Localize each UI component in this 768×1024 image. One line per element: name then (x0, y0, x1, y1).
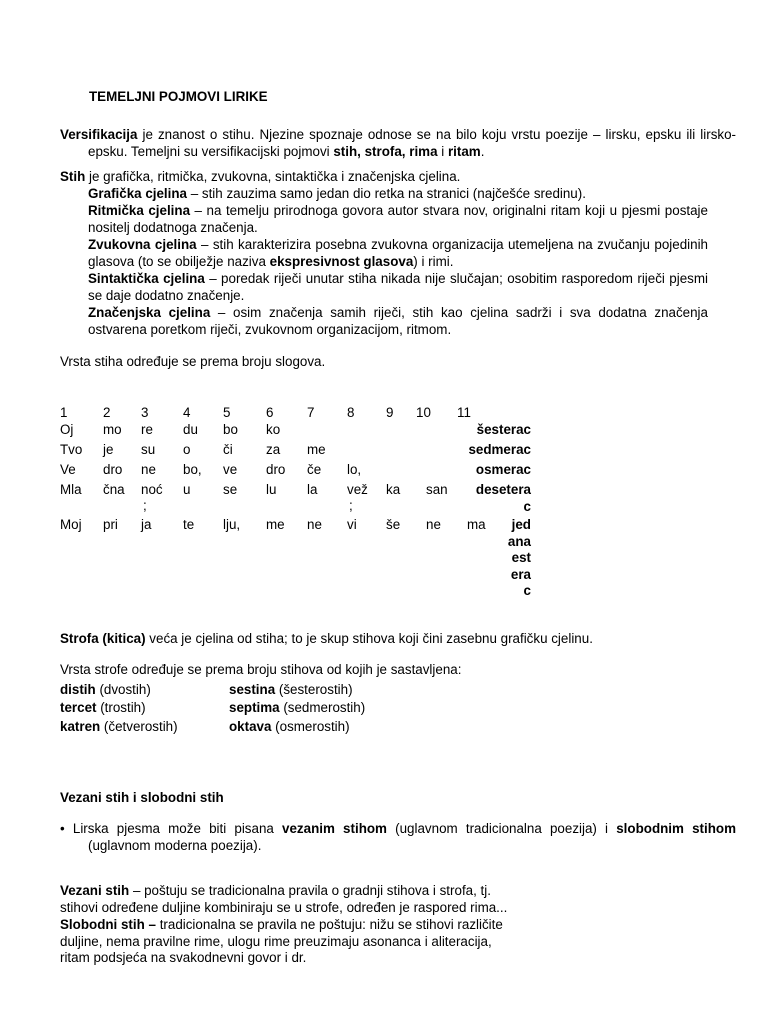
syllable-cell: ne (426, 517, 441, 532)
syllable-cell: ma (467, 517, 486, 532)
strofa-paragraph: Strofa (kitica) veća je cjelina od stiha; to je skup stihova koji čini zasebnu grafičku cjelinu. (60, 631, 593, 646)
syllable-cell: la (307, 482, 318, 497)
strofa-septima: septima (sedmerostih) (229, 700, 366, 715)
versifikacija-paragraph: Versifikacija je znanost o stihu. Njezine spoznaje odnose se na bilo koju vrstu poezije – lirsku, epsku ili lirsko-epsku. Temeljni su versifikacijski pojmovi stih, strofa, rima i ritam. (60, 127, 736, 159)
page-title: TEMELJNI POJMOVI LIRIKE (89, 89, 268, 104)
vezani-heading: Vezani stih i slobodni stih (60, 790, 224, 805)
syllable-cell: Oj (60, 422, 74, 437)
syllable-number: 1 (60, 405, 68, 420)
syllable-cell: dro (266, 462, 286, 477)
verse-type-name: jed (511, 517, 531, 532)
strofa-sestina: sestina (šesterostih) (229, 682, 353, 697)
verse-type-name: desetera (475, 482, 531, 497)
syllable-cell: še (386, 517, 401, 532)
syllable-number: 5 (223, 405, 231, 420)
verse-type-name: ana (507, 533, 531, 549)
syllable-cell: re (141, 422, 153, 437)
stih-item-znacenjska: Značenjska cjelina – osim značenja samih riječi, stih kao cjelina sadrži i sva dodatna značenja ostvarena poretkom riječi, zvukovnom organizacijom, ritmom. (88, 305, 708, 337)
verse-type-name: era (510, 566, 531, 582)
stih-section (60, 168, 708, 338)
syllable-cell: ko (266, 422, 281, 437)
syllable-cell: Ve (60, 462, 76, 477)
syllable-cell: se (223, 482, 238, 497)
syllable-cell: pri (103, 517, 118, 532)
verse-type-name: osmerac (475, 462, 531, 477)
syllable-cell: lo, (347, 462, 362, 477)
syllable-cell: ka (386, 482, 401, 497)
syllable-cell: lju, (223, 517, 241, 532)
syllable-cell: ja (141, 517, 152, 532)
syllable-cell: Mla (60, 482, 82, 497)
strofa-tercet: tercet (trostih) (60, 700, 146, 715)
syllable-extra: ; (349, 498, 353, 513)
syllable-extra: ; (143, 498, 147, 513)
verse-type-name: c (523, 583, 531, 598)
syllable-cell: o (183, 442, 191, 457)
syllable-cell: či (223, 442, 233, 457)
syllable-cell: te (183, 517, 195, 532)
stih-item-zvukovna: Zvukovna cjelina – stih karakterizira posebna zvukovna organizacija utemeljena na zvučanju pojedinih glasova (to se obilježje naziva ekspresivnost glasova) i rimi. (88, 237, 708, 269)
syllable-cell: za (266, 442, 281, 457)
syllable-cell: mo (103, 422, 122, 437)
bullet-marker: • (60, 821, 65, 836)
syllable-cell: du (183, 422, 198, 437)
syllable-cell: u (183, 482, 191, 497)
verse-type-name: est (511, 550, 531, 565)
syllable-cell: čna (103, 482, 125, 497)
syllable-cell: Tvo (60, 442, 83, 457)
syllable-cell: ne (141, 462, 156, 477)
slobodni-stih-line3: ritam podsjeća na svakodnevni govor i dr. (60, 950, 307, 965)
syllable-number: 11 (457, 405, 471, 420)
slobodni-stih-line2: duljine, nema pravilne rime, ulogu rime preuzimaju asonanca i aliteracija, (60, 934, 492, 949)
syllable-cell: me (307, 442, 326, 457)
stih-item-sintakticka: Sintaktička cjelina – poredak riječi unutar stiha nikada nije slučajan; osobitim rasporedom riječi pjesmi se daje dodatno značenje. (88, 271, 708, 303)
syllable-cell: ve (223, 462, 238, 477)
slobodni-stih-line1: Slobodni stih – tradicionalna se pravila ne poštuju: nižu se stihovi različite (60, 917, 503, 932)
syllable-number: 2 (103, 405, 111, 420)
syllable-number: 9 (386, 405, 394, 420)
syllable-cell: če (307, 462, 322, 477)
syllable-cell: dro (103, 462, 123, 477)
syllable-number: 10 (416, 405, 431, 420)
syllable-cell: lu (266, 482, 277, 497)
vrsta-stiha-text: Vrsta stiha određuje se prema broju slogova. (60, 354, 326, 369)
strofa-oktava: oktava (osmerostih) (229, 719, 350, 734)
vezani-stih-line2: stihovi određene duljine kombiniraju se u strofe, određen je raspored rima... (60, 900, 508, 915)
syllable-cell: bo (223, 422, 238, 437)
bullet-paragraph: • Lirska pjesma može biti pisana vezanim stihom (uglavnom tradicionalna poezija) i slobodnim stihom (uglavnom moderna poezija). (60, 821, 737, 853)
syllable-cell: je (103, 442, 114, 457)
vezani-stih-line1: Vezani stih – poštuju se tradicionalna pravila o gradnji stihova i strofa, tj. (60, 883, 491, 898)
syllable-cell: bo, (183, 462, 202, 477)
syllable-cell: san (426, 482, 448, 497)
syllable-number: 3 (141, 405, 149, 420)
vrsta-strofe-text: Vrsta strofe određuje se prema broju stihova od kojih je sastavljena: (60, 662, 462, 677)
stih-item-graficka: Grafička cjelina – stih zauzima samo jedan dio retka na stranici (najčešće sredinu). (88, 186, 586, 201)
syllable-cell: me (266, 517, 285, 532)
syllable-number: 8 (347, 405, 355, 420)
verse-type-name: c (523, 498, 531, 514)
stih-item-ritmicka: Ritmička cjelina – na temelju prirodnoga govora autor stvara nov, originalni ritam koji u pjesmi postaje nositelj dodatnoga značenja. (88, 203, 708, 235)
syllable-cell: vež (347, 482, 368, 497)
stih-intro: Stih je grafička, ritmička, zvukovna, sintaktička i značenjska cjelina. (60, 169, 461, 184)
verse-type-name: šesterac (476, 422, 531, 437)
syllable-cell: noć (141, 482, 163, 497)
syllable-number: 7 (307, 405, 315, 420)
syllable-cell: vi (347, 517, 357, 532)
verse-type-name: sedmerac (468, 442, 531, 457)
strofa-distih: distih (dvostih) (60, 682, 151, 697)
syllable-cell: su (141, 442, 156, 457)
syllable-number: 6 (266, 405, 274, 420)
strofa-katren: katren (četverostih) (60, 719, 178, 734)
syllable-cell: Moj (60, 517, 82, 532)
syllable-cell: ne (307, 517, 322, 532)
syllable-number: 4 (183, 405, 191, 420)
